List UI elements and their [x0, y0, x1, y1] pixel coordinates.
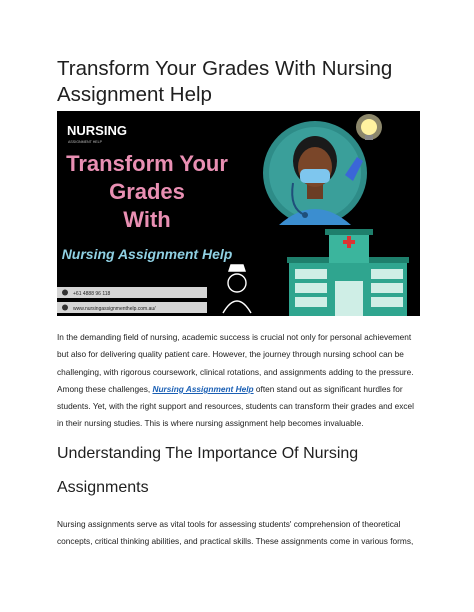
- banner-headline-line1: Transform Your: [66, 151, 228, 176]
- intro-text-after: often stand out as significant hurdles for students. Yet, with the right support and resources, students can transform their grades and excel in their nursing studies. This is where nursing assignment help becomes invaluable.: [57, 383, 414, 429]
- section-heading: Understanding The Importance Of Nursing Assignments: [57, 445, 359, 496]
- nurse-illustration: [263, 121, 367, 225]
- banner-illustration: [57, 111, 420, 316]
- intro-paragraph: [57, 329, 419, 433]
- lightbulb-icon: [356, 114, 382, 140]
- logo-text: NURSING: [67, 123, 127, 138]
- banner-headline-line2: Grades: [109, 179, 185, 204]
- hero-banner-image: [57, 111, 420, 316]
- banner-headline-line3: With: [123, 207, 171, 232]
- banner-subheadline: Nursing Assignment Help: [61, 246, 233, 262]
- section-paragraph: Nursing assignments serve as vital tools for assessing students' comprehension of theoretical concepts, critical thinking abilities, and practical skills. These assignments come in various forms,: [57, 519, 414, 547]
- globe-icon: [62, 305, 68, 311]
- phone-number: +61 4888 96 118: [73, 291, 111, 297]
- logo-subtext: ASSIGNMENT HELP: [68, 140, 103, 144]
- phone-icon: [62, 290, 68, 296]
- intro-text-before: In the demanding field of nursing, academic success is crucial not only for personal achievement but also for delivering quality patient care. However, the journey through nursing school can be challenging, with rigorous coursework, clinical rotations, and assignments adding to the pressure. Among these challenges,: [57, 332, 414, 394]
- document-title: Transform Your Grades With Nursing Assignment Help: [57, 57, 393, 106]
- website-url: www.nursingassignmenthelp.com.au/: [73, 306, 156, 312]
- nursing-assignment-help-link[interactable]: Nursing Assignment Help: [152, 383, 254, 394]
